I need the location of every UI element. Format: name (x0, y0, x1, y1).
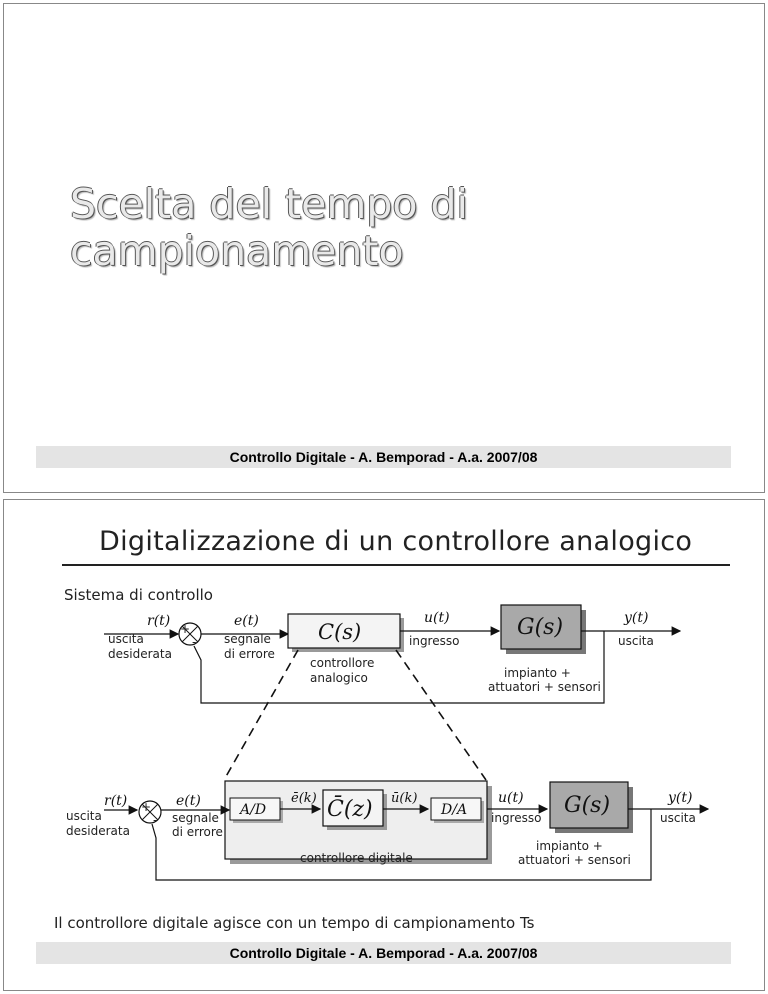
zoom-line-right (396, 650, 486, 780)
slide-2-footer: Controllo Digitale - A. Bemporad - A.a. 2007/08 (36, 942, 731, 964)
bottom-sum-plus: + (141, 800, 152, 814)
bottom-y-label: y(t) (668, 790, 693, 806)
slide-2 (3, 499, 765, 991)
bottom-summing-junction (139, 800, 161, 827)
ek-label: ē(k) (291, 791, 317, 806)
bottom-r-desc2: desiderata (66, 824, 130, 838)
top-r-desc2: desiderata (108, 647, 172, 661)
slide-1-title-line-1: Scelta del tempo di (70, 180, 468, 228)
bottom-plant-label: G(s) (564, 793, 611, 818)
top-u-label: u(t) (424, 610, 450, 626)
top-diagram (104, 605, 680, 703)
top-controller-desc2: analogico (310, 671, 368, 685)
top-e-desc2: di errore (224, 647, 275, 661)
top-r-desc1: uscita (108, 632, 144, 646)
bottom-sum-minus: - (153, 813, 158, 827)
top-y-desc: uscita (618, 634, 654, 648)
cz-label: C̄(z) (327, 797, 373, 822)
zoom-line-left (224, 650, 298, 780)
bottom-plant-desc1: impianto + (536, 839, 603, 853)
slide-1-title (70, 181, 468, 275)
bottom-u-desc: ingresso (491, 811, 542, 825)
ad-label: A/D (240, 802, 267, 818)
slide-2-title: Digitalizzazione di un controllore analogico (99, 526, 693, 557)
bottom-e-label: e(t) (176, 793, 201, 809)
top-sum-minus: - (192, 635, 197, 649)
top-r-label: r(t) (147, 613, 171, 629)
bottom-diagram (66, 781, 708, 880)
bottom-plant-desc2: attuatori + sensori (518, 853, 631, 867)
bottom-y-desc: uscita (660, 811, 696, 825)
top-y-label: y(t) (624, 610, 649, 626)
top-controller-label: C(s) (318, 620, 362, 644)
slide-1-footer: Controllo Digitale - A. Bemporad - A.a. 2007/08 (36, 446, 731, 468)
slide-1 (3, 3, 765, 493)
bottom-u-label: u(t) (498, 790, 524, 806)
da-label: D/A (441, 802, 468, 818)
bottom-e-desc1: segnale (172, 811, 219, 825)
top-plant-desc2: attuatori + sensori (488, 680, 601, 694)
top-e-label: e(t) (234, 613, 259, 629)
diagram-subtitle: Sistema di controllo (64, 586, 213, 604)
uk-label: ū(k) (391, 791, 418, 806)
block-diagram (4, 500, 764, 940)
bottom-r-label: r(t) (104, 793, 128, 809)
digital-controller-desc: controllore digitale (300, 851, 413, 865)
top-e-desc1: segnale (224, 632, 271, 646)
top-u-desc: ingresso (409, 634, 460, 648)
bottom-e-desc2: di errore (172, 825, 223, 839)
slide-1-title-line-2: campionamento (70, 227, 404, 275)
bottom-r-desc1: uscita (66, 809, 102, 823)
top-controller-desc1: controllore (310, 656, 375, 670)
top-sum-plus: + (180, 622, 191, 636)
top-summing-junction (179, 622, 201, 649)
top-plant-label: G(s) (517, 615, 564, 640)
top-plant-desc1: impianto + (504, 666, 571, 680)
sampling-time-statement: Il controllore digitale agisce con un tempo di campionamento Ts (54, 914, 535, 932)
